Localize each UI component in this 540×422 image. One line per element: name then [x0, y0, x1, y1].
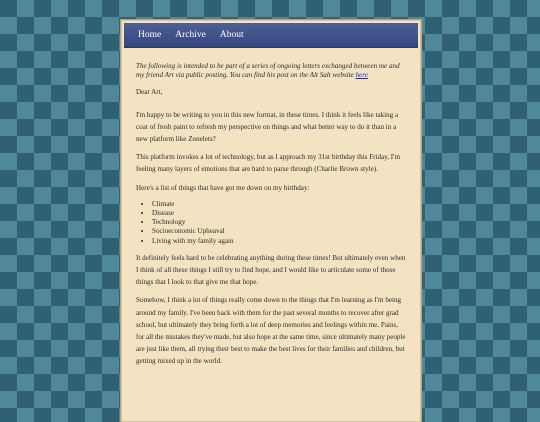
list-item: • Disease	[152, 209, 406, 218]
top-nav	[124, 23, 418, 48]
nav-archive-link[interactable]: Archive	[175, 30, 206, 40]
list-item: • Socioeconomic Upheaval	[152, 227, 406, 236]
post-content	[122, 48, 420, 368]
paragraph: Here's a list of things that have got me down on my birthday:	[136, 183, 310, 192]
list-item: • Living with my family again	[152, 237, 406, 246]
paragraph: This platform invokes a lot of technology, but as I approach my 31st birthday this Friday, I'm feeling many layers of emotions that are hard to parse through (Charlie Brown style).	[136, 153, 400, 174]
page-container	[121, 20, 421, 422]
nav-about-link[interactable]: About	[219, 30, 244, 40]
intro-note	[136, 62, 406, 80]
nav-home-link[interactable]: Home	[138, 30, 162, 40]
list-item: • Climate	[152, 200, 406, 209]
intro-text: The following is intended to be part of a series of ongoing letters exchanged between me and my friend Art via public posting. You can find his post on the Alt Salt website	[136, 62, 400, 80]
greeting: Dear Art,	[136, 88, 163, 97]
intro-here-link[interactable]: here	[355, 71, 368, 80]
paragraph: Somehow, I think a lot of things really come down to the things that I'm learning as I'm being around my family. I've been back with them for the past several months to recover after grad school, but ultimately they bring forth a lot of deep memories and feelings within me. Pains, for all the mistakes they've made, but also hope at the same time, since ultimately many people are just like them, all trying their best to make the best lives for their families and children, but getting mixed up in the world.	[136, 296, 406, 366]
paragraph: It definitely feels hard to be celebrating anything during these times! But ultimately even when I think of all these things I still try to find hope, and I would like to articulate some of those things that I look to that give me that hope.	[136, 253, 406, 287]
paragraph: I'm happy to be writing to you in this new format, in these times. I think it feels like taking a coat of fresh paint to refresh my perspective on things and what better way to do it than in a new platform like Zonelets?	[136, 110, 399, 143]
list-item: • Technology	[152, 218, 406, 227]
birthday-list	[136, 200, 406, 246]
